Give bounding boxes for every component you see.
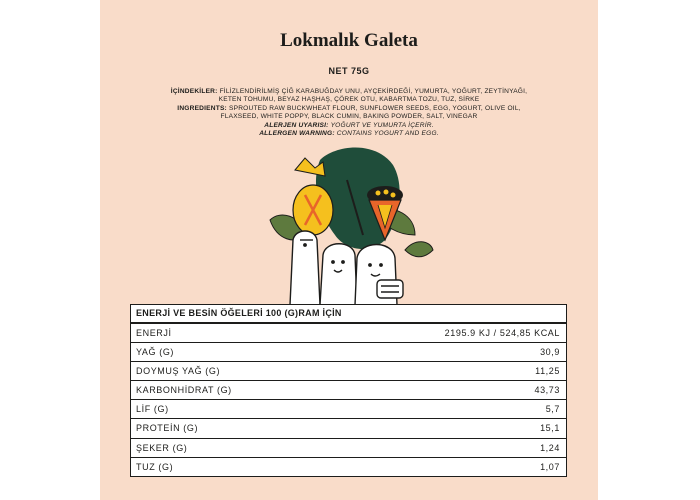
- nutrient-value: 5,7: [545, 404, 560, 415]
- ingredients-tr-text-2: KETEN TOHUMU, BEYAZ HAŞHAŞ, ÇÖREK OTU, KABARTMA TOZU, TUZ, SİRKE: [218, 96, 480, 104]
- nutrient-value: 15,1: [540, 423, 560, 434]
- illustration-characters-and-plants: [265, 140, 435, 305]
- ingredients-tr-text-1: FİLİZLENDİRİLMİŞ ÇİĞ KARABUĞDAY UNU, AYÇEKİRDEĞİ, YUMURTA, YOĞURT, ZEYTİNYAĞI,: [219, 88, 528, 95]
- allergen-tr-label: ALERJEN UYARISI:: [264, 121, 329, 129]
- ingredients-block: [130, 88, 568, 138]
- nutrient-label: YAĞ (G): [136, 347, 175, 358]
- nutrient-label: LİF (G): [136, 404, 169, 415]
- nutrient-value: 1,07: [540, 461, 560, 472]
- nutrition-table: [130, 304, 567, 477]
- ingredients-en-text-2: FLAXSEED, WHITE POPPY, BLACK CUMIN, BAKING POWDER, SALT, VINEGAR: [220, 113, 478, 121]
- ingredients-en-text-1: SPROUTED RAW BUCKWHEAT FLOUR, SUNFLOWER SEEDS, EGG, YOGURT, OLIVE OIL,: [229, 104, 521, 112]
- nutrient-value: 43,73: [534, 385, 560, 396]
- nutrition-row: [131, 400, 566, 419]
- nutrition-row: [131, 439, 566, 458]
- ingredients-en-label: INGREDIENTS:: [177, 104, 227, 112]
- allergen-en-label: ALLERGEN WARNING:: [259, 130, 335, 138]
- nutrient-label: DOYMUŞ YAĞ (G): [136, 366, 221, 377]
- nutrient-label: ENERJİ: [136, 328, 172, 338]
- nutrition-table-header: ENERJİ VE BESİN ÖĞELERİ 100 (G)RAM İÇİN: [131, 305, 566, 324]
- nutrient-value: 1,24: [540, 442, 560, 453]
- net-weight: NET 75G: [328, 66, 370, 76]
- nutrient-value: 30,9: [540, 347, 560, 358]
- allergen-en-line: [130, 130, 568, 138]
- nutrition-row: [131, 324, 566, 343]
- nutrition-rows: [131, 324, 566, 476]
- nutrient-label: PROTEİN (G): [136, 423, 199, 434]
- allergen-en-text: CONTAINS YOGURT AND EGG.: [336, 130, 439, 138]
- nutrient-value: 2195.9 KJ / 524,85 KCAL: [444, 328, 560, 338]
- nutrition-row: [131, 343, 566, 362]
- nutrition-row: [131, 381, 566, 400]
- nutrient-value: 11,25: [535, 366, 560, 377]
- allergen-tr-line: [130, 122, 568, 130]
- ingredients-en-line-1: [130, 105, 568, 113]
- nutrient-label: TUZ (G): [136, 461, 174, 472]
- nutrition-row: [131, 419, 566, 438]
- nutrient-label: KARBONHİDRAT (G): [136, 385, 232, 396]
- right-leaf-shape: [405, 242, 433, 257]
- nutrient-label: ŞEKER (G): [136, 442, 188, 453]
- nutrition-row: [131, 458, 566, 476]
- product-title: Lokmalık Galeta: [280, 30, 418, 51]
- product-label: [100, 0, 598, 500]
- allergen-tr-text: YOĞURT VE YUMURTA İÇERİR.: [330, 121, 434, 129]
- ingredients-tr-label: İÇİNDEKİLER:: [170, 88, 218, 95]
- nutrition-row: [131, 362, 566, 381]
